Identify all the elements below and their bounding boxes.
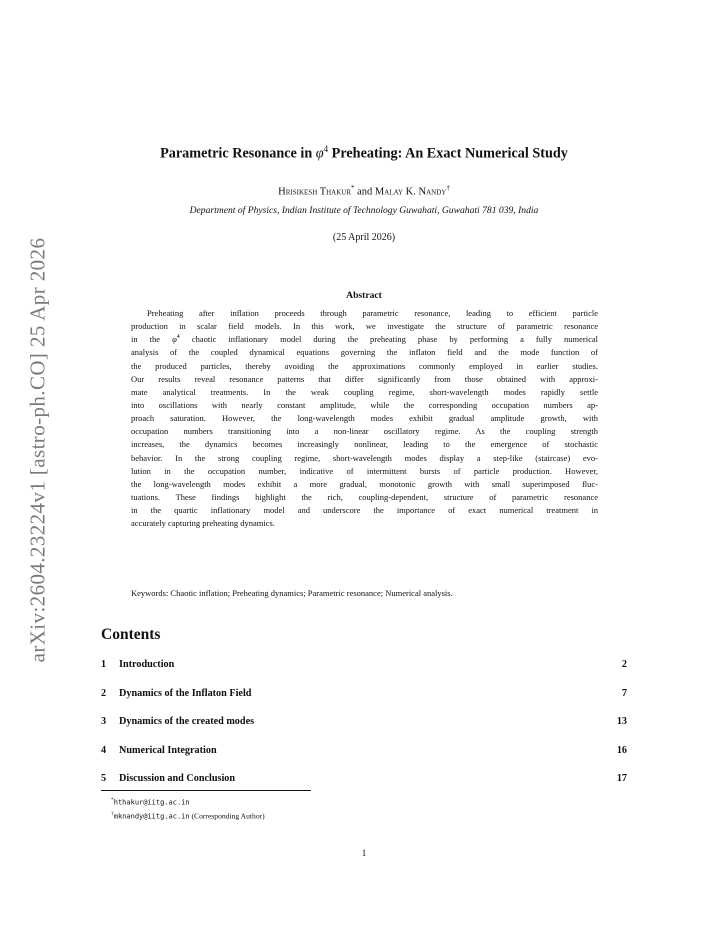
abstract-heading: Abstract <box>346 290 382 301</box>
abstract-line: accurately capturing preheating dynamics. <box>131 518 275 529</box>
toc-entry-numerical-integration[interactable] <box>101 745 627 774</box>
footnote-nandy <box>111 809 265 823</box>
toc-entry-created-modes[interactable] <box>101 716 627 745</box>
contents-heading: Contents <box>101 626 161 643</box>
keywords: Keywords: Chaotic inflation; Preheating dynamics; Parametric resonance; Numerical analysis. <box>131 588 453 598</box>
abstract-line: occupation numbers transitioning into a non-linear oscillatory regime. As the coupling strength <box>131 426 598 437</box>
abstract-line3-prefix: in the <box>131 334 173 345</box>
email-link-thakur[interactable]: hthakur@iitg.ac.in <box>113 798 190 807</box>
abstract-line: analysis of the coupled dynamical equations governing the inflaton field and the mode function of <box>131 347 598 358</box>
abstract-line: mate analytical treatments. In the weak coupling regime, short-wavelength modes rapidly settle <box>131 386 598 397</box>
footnote-rule <box>101 790 311 791</box>
abstract-line: the produced particles, thereby avoiding the approximations commonly employed in earlier studies. <box>131 360 598 371</box>
toc-number: 1 <box>101 659 107 670</box>
author-line <box>0 184 720 198</box>
toc-entry-introduction[interactable] <box>101 659 627 688</box>
page-number: 1 <box>361 849 367 859</box>
paper-title <box>0 144 720 163</box>
abstract-line: lution in the occupation number, indicative of intermittent bursts of particle production. However, <box>131 465 598 476</box>
toc-page[interactable]: 13 <box>616 716 627 728</box>
toc-title[interactable]: Dynamics of the created modes <box>119 716 255 728</box>
table-of-contents <box>101 659 627 802</box>
abstract-line: increases, the dynamics becomes increasingly nonlinear, leading to the emergence of stochastic <box>131 439 598 450</box>
title-part-after: Preheating: An Exact Numerical Study <box>328 145 568 162</box>
abstract-phi-symbol: φ <box>172 334 177 345</box>
author-nandy-mark: † <box>446 184 450 192</box>
toc-number: 2 <box>101 687 107 699</box>
toc-page[interactable]: 2 <box>621 659 627 670</box>
abstract-body <box>131 307 598 530</box>
abstract-line3-rest: chaotic inflationary model during the preheating phase by performing a fully numerical <box>191 334 599 345</box>
abstract-line: Preheating after inflation proceeds through parametric resonance, leading to efficient particle <box>147 308 598 318</box>
toc-number: 4 <box>101 744 107 756</box>
abstract-line: in the quartic inflationary model and underscore the importance of exact numerical treatment in <box>131 505 598 516</box>
email-link-nandy[interactable]: mknandy@iitg.ac.in <box>113 812 190 821</box>
footnote-mark: † <box>111 811 114 818</box>
abstract-line: the long-wavelength modes exhibit a more gradual, monotonic growth with small superimposed fluc- <box>131 478 598 489</box>
abstract-line: behavior. In the strong coupling regime, short-wavelength modes display a step-like (staircase) evo- <box>131 452 598 463</box>
abstract-line: tuations. These findings highlight the rich, coupling-dependent, structure of parametric resonance <box>131 491 598 502</box>
toc-title[interactable]: Numerical Integration <box>119 744 217 756</box>
author-conjunction: and <box>354 186 375 198</box>
toc-title[interactable]: Discussion and Conclusion <box>119 773 236 785</box>
footnote-mark: * <box>111 797 114 803</box>
title-exponent: 4 <box>323 144 329 154</box>
abstract-line: Our results reveal resonance patterns that differ significantly from those obtained with approxi- <box>131 373 598 384</box>
toc-page[interactable]: 7 <box>621 687 627 699</box>
author-thakur-mark: * <box>351 184 355 192</box>
toc-entry-inflaton-dynamics[interactable] <box>101 688 627 717</box>
footnote-note: (Corresponding Author) <box>189 811 265 821</box>
toc-title[interactable]: Introduction <box>119 659 175 670</box>
arxiv-identifier: arXiv:2604.23224v1 [astro-ph.CO] 25 Apr 2026 <box>25 237 50 663</box>
toc-page[interactable]: 16 <box>616 744 627 756</box>
paper-date: (25 April 2026) <box>332 232 396 243</box>
abstract-line: into oscillations with nearly constant amplitude, while the corresponding occupation numbers ap- <box>131 399 598 410</box>
author-nandy: Malay K. Nandy <box>374 186 447 198</box>
abstract-phi-exponent: 4 <box>176 334 180 341</box>
toc-number: 3 <box>101 716 107 728</box>
toc-number: 5 <box>101 773 107 785</box>
toc-page[interactable]: 17 <box>616 773 627 785</box>
author-thakur: Hrisikesh Thakur <box>278 186 351 198</box>
toc-title[interactable]: Dynamics of the Inflaton Field <box>119 687 252 699</box>
footnote-thakur <box>111 795 265 809</box>
title-phi-symbol: φ <box>315 145 324 162</box>
abstract-line: production in scalar field models. In this work, we investigate the structure of parametric resonance <box>131 321 598 332</box>
affiliation: Department of Physics, Indian Institute of Technology Guwahati, Guwahati 781 039, India <box>189 205 539 216</box>
footnotes <box>111 795 265 823</box>
abstract-line-with-symbol <box>131 333 598 346</box>
title-part-before: Parametric Resonance in <box>160 145 316 162</box>
abstract-line: proach saturation. However, the long-wavelength modes exhibit gradual amplitude growth, with <box>131 413 598 424</box>
